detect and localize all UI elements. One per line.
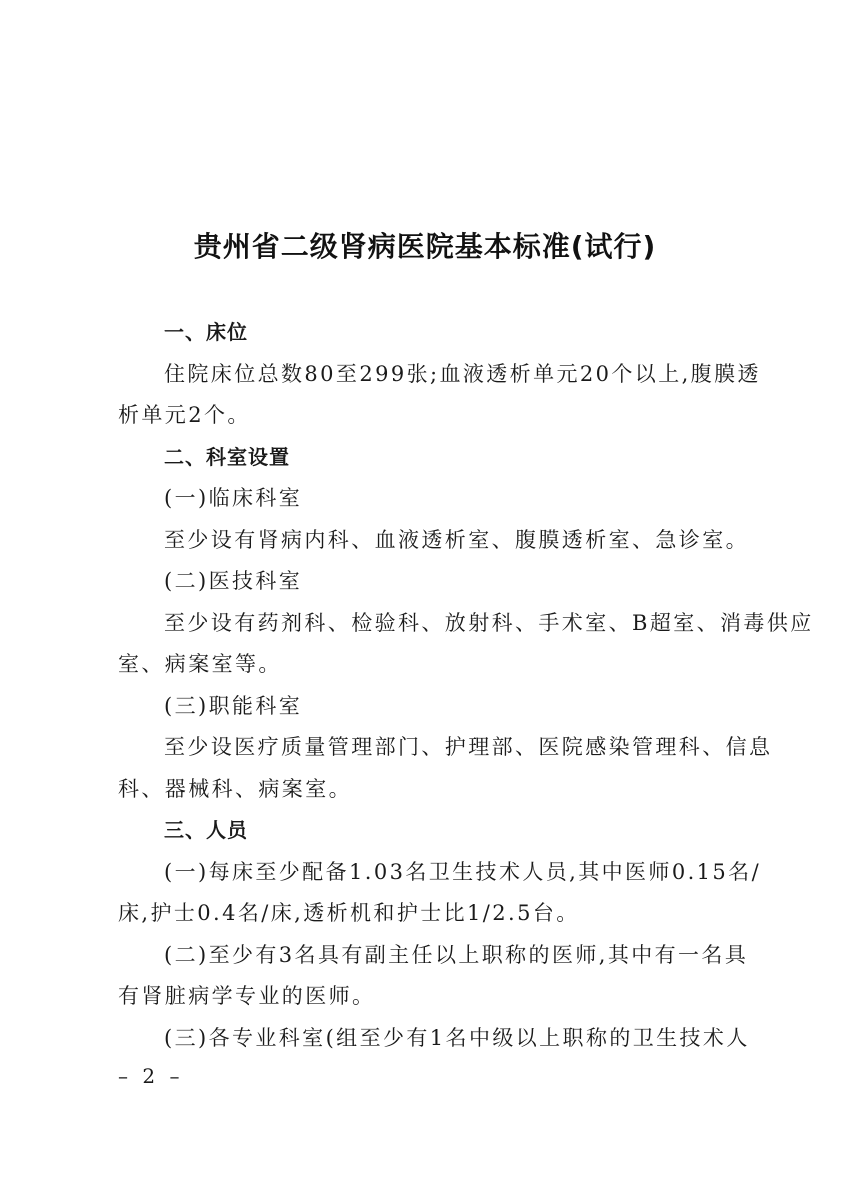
paragraph-line: 有肾脏病学专业的医师。 — [118, 984, 376, 1008]
paragraph-line: (一)每床至少配备1.03名卫生技术人员,其中医师0.15名/ — [164, 859, 762, 884]
section-heading-departments: 二、科室设置 — [164, 444, 290, 469]
subsection-heading-medtech: (二)医技科室 — [164, 569, 303, 593]
paragraph-line: 至少设有肾病内科、血液透析室、腹膜透析室、急诊室。 — [164, 527, 749, 552]
paragraph-line: 室、病案室等。 — [118, 652, 282, 676]
paragraph-line: (三)各专业科室(组至少有1名中级以上职称的卫生技术人 — [164, 1025, 750, 1050]
document-title: 贵州省二级肾病医院基本标准(试行) — [193, 230, 657, 263]
section-heading-personnel: 三、人员 — [164, 818, 248, 842]
document-body — [118, 312, 814, 1059]
paragraph-line: 析单元2个。 — [118, 403, 251, 427]
paragraph-line: 床,护士0.4名/床,透析机和护士比1/2.5台。 — [118, 901, 580, 925]
paragraph-line: 住院床位总数80至299张;血液透析单元20个以上,腹膜透 — [164, 361, 761, 386]
page-number: – 2 – — [118, 1064, 184, 1088]
subsection-heading-functional: (三)职能科室 — [164, 693, 303, 718]
paragraph-line: 至少设医疗质量管理部门、护理部、医院感染管理科、信息 — [164, 735, 773, 759]
paragraph-line: 至少设有药剂科、检验科、放射科、手术室、B超室、消毒供应 — [164, 610, 814, 635]
paragraph-line: 科、器械科、病案室。 — [118, 776, 352, 801]
paragraph-line: (二)至少有3名具有副主任以上职称的医师,其中有一名具 — [164, 942, 749, 967]
section-heading-beds: 一、床位 — [164, 320, 248, 344]
subsection-heading-clinical: (一)临床科室 — [164, 486, 303, 510]
